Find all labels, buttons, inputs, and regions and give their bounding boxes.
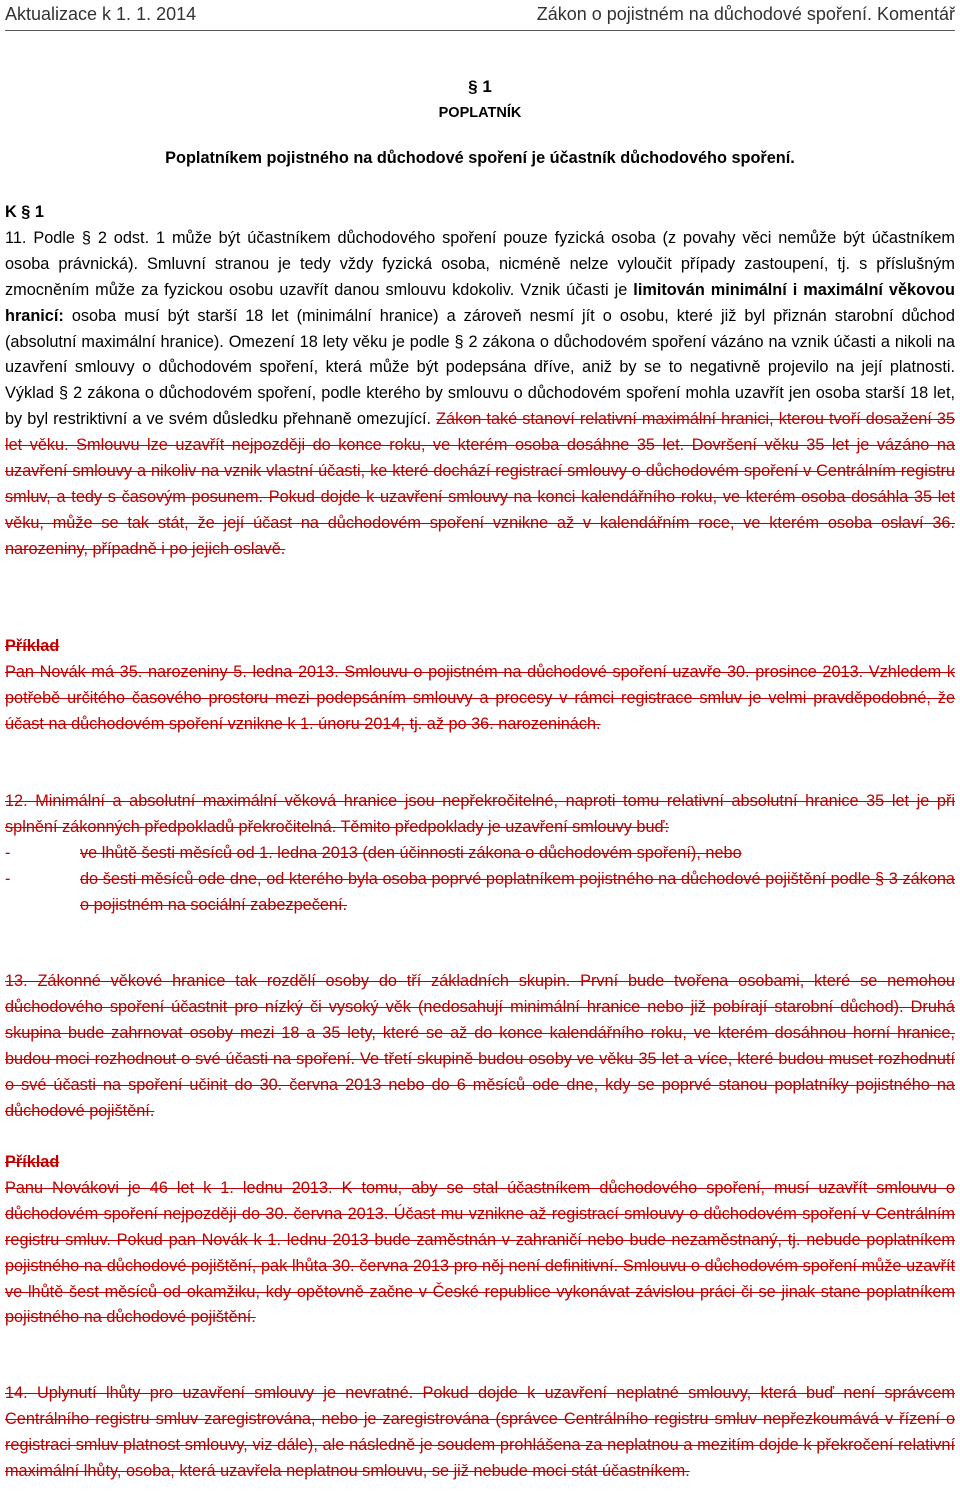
example-2 [5,1150,955,1331]
example-1-text: Pan Novák má 35. narozeniny 5. ledna 2013. Smlouvu o pojistném na důchodové spoření uzavře 30. prosince 2013. Vzhledem k potřebě určitého časového prostoru mezi podepsáním smlouvy a procesy v rámci registrace smluv je velmi pravděpodobné, že účast na důchodovém spoření vznikne k 1. únoru 2014, tj. až po 36. narozeninách. [5,662,955,733]
p11-struck: Zákon také stanoví relativní maximální hranici, kterou tvoří dosažení 35 let věku. Smlouvu lze uzavřít nejpozději do konce roku, ve kterém osoba dosáhne 35 let. Dovršení věku 35 let je vázáno na uzavření smlouvy a nikoliv na vznik vlastní účasti, ke které dochází registrací smlouvy o důchodovém spoření v Centrálním registru smluv, a tedy s časovým posunem. Pokud dojde k uzavření smlouvy na konci kalendářního roku, ve kterém osoba dosáhla 35 let věku, může se tak stát, že její účast na důchodovém spoření vznikne až v kalendářním roce, ve kterém osoba oslaví 36. narozeniny, případně i po jejich oslavě. [5,410,955,558]
example-2-label: Příklad [5,1153,60,1171]
p12-item [5,867,955,919]
paragraph-12 [5,789,955,919]
section-title: POPLATNÍK [438,105,522,121]
header-right: Zákon o pojistném na důchodové spoření. Komentář [536,4,955,24]
commentary-heading: K § 1 [5,203,44,221]
section-number: § 1 [468,77,492,96]
p12-item-dash: - [5,843,11,862]
section-lead: Poplatníkem pojistného na důchodové spoření je účastník důchodového spoření. [165,149,795,167]
p12-item-text: ve lhůtě šesti měsíců od 1. ledna 2013 (den účinnosti zákona o důchodovém spoření), nebo [80,843,742,862]
paragraph-13 [5,969,955,1124]
paragraph-11 [5,226,955,563]
commentary [5,200,955,563]
p11-text-b: osoba musí být starší 18 let (minimální hranice) a zároveň nesmí jít o osobu, které již byl přiznán starobní důchod (absolutní maximální hranice). Omezení 18 lety věku je podle § 2 zákona o důchodovém spoření vázáno na vznik účasti a nikoli na uzavření smlouvy o důchodovém spoření, která může být podepsána dříve, aniž by se to negativně projevilo na její platnosti. Výklad § 2 zákona o důchodovém spoření, podle kterého by smlouvu o důchodovém spoření mohla uzavřít jen osoba starší 18 let, by byl restriktivní a ve svém důsledku přehnaně omezující. [5,306,955,429]
p11-text-a: 11. Podle § 2 odst. 1 může být účastníkem důchodového spoření pouze fyzická osoba (z povahy věci nemůže být účastníkem osoba právnická). Smluvní stranou je tedy vždy fyzická osoba, nicméně nelze vyloučit případy zastoupení, tj. s příslušným zmocněním může za fyzickou osobu uzavřít danou smlouvu kdokoliv. Vznik účasti je [5,228,955,299]
section-heading [5,74,955,126]
example-1 [5,634,955,738]
p12-item [5,841,955,867]
p13-text: 13. Zákonné věkové hranice tak rozdělí osoby do tří základních skupin. První bude tvořena osobami, které se nemohou důchodového spoření účastnit pro nízký či vysoký věk (nedosahují minimální hranice nebo již pobírají starobní důchod). Druhá skupina bude zahrnovat osoby mezi 18 a 35 lety, které se až do konce kalendářního roku, ve kterém dosáhnou horní hranice, budou moci rozhodnout o své účasti na spoření. Ve třetí skupině budou osoby ve věku 35 let a více, které budou muset rozhodnutí o své účasti na spoření učinit do 30. června 2013 nebo do 6 měsíců ode dne, kdy se poprvé stanou poplatníky pojistného na důchodové pojištění. [5,972,955,1120]
header-left: Aktualizace k 1. 1. 2014 [5,4,197,24]
p12-item-dash: - [5,869,11,888]
p12-item-text: do šesti měsíců ode dne, od kterého byla osoba poprvé poplatníkem pojistného na důchodové pojištění podle § 3 zákona o pojistném na sociální zabezpečení. [80,869,955,914]
p12-text: 12. Minimální a absolutní maximální věková hranice jsou nepřekročitelné, naproti tomu relativní absolutní hranice 35 let je při splnění zákonných předpokladů překročitelná. Těmito předpoklady je uzavření smlouvy buď: [5,792,955,836]
p14-text: 14. Uplynutí lhůty pro uzavření smlouvy je nevratné. Pokud dojde k uzavření neplatné smlouvy, která buď není správcem Centrálního registru smluv zaregistrována, nebo je zaregistrována (správce Centrálního registru smluv nepřezkoumává v řízení o registraci smluv platnost smlouvy, viz dále), ale následně je soudem prohlášena za neplatnou a mezitím dojde k překročení relativní maximální lhůty, osoba, která uzavřela neplatnou smlouvu, se již nebude moci stát účastníkem. [5,1384,955,1480]
example-1-label: Příklad [5,637,60,655]
header-rule [5,30,955,31]
p11-bold: limitován minimální i maximální věkovou hranicí: [5,280,955,325]
example-2-text: Panu Novákovi je 46 let k 1. lednu 2013. K tomu, aby se stal účastníkem důchodového spoření, musí uzavřít smlouvu o důchodovém spoření nejpozději do 30. června 2013. Účast mu vznikne až registrací smlouvy o důchodovém spoření v Centrálním registru smluv. Pokud pan Novák k 1. lednu 2013 bude zaměstnán v zahraničí nebo bude nezaměstnaný, tj. nebude poplatníkem pojistného na důchodové pojištění, pak lhůta 30. června 2013 pro něj není definitivní. Smlouvu o důchodovém spoření může uzavřít ve lhůtě šest měsíců od okamžiku, kdy opětovně začne v České republice vykonávat závislou práci či se jinak stane poplatníkem pojistného na důchodové pojištění. [5,1178,955,1327]
paragraph-14 [5,1381,955,1485]
